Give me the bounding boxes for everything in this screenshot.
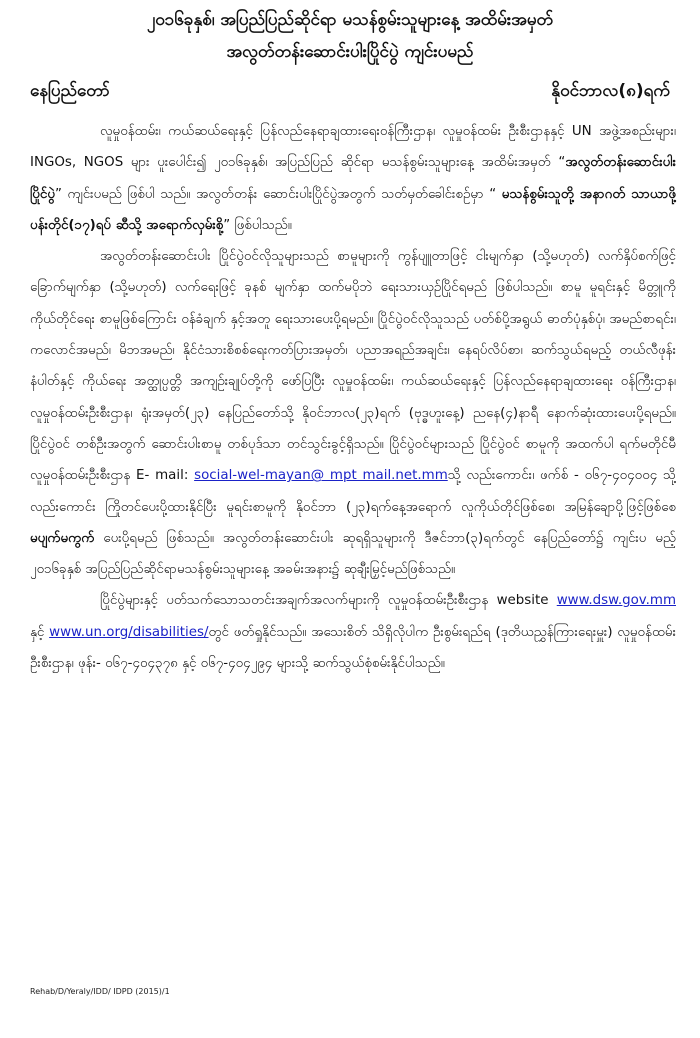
paragraph-rules-text-b: သို့ လည်းကောင်း၊ ဖက်စ် - ၀၆၇-၄၀၄၀၀၄ သို့ လည်းကောင်း ကြိုတင်ပေးပို့ထားနိုင်ပြီး မူရင်းစာမူကို နိုဝင်ဘာ (၂၃)ရက်နေ့အရောက် လူကိုယ်တိုင်ဖြစ်စေ၊ အမြန်ချောပို့ဖြင့်ဖြစ်စေ (30, 468, 676, 515)
headline-line-1: ၂၀၁၆ခုနှစ်၊ အပြည်ပြည်ဆိုင်ရာ မသန်စွမ်းသူများနေ့ အထိမ်းအမှတ် (146, 10, 554, 30)
paragraph-rules-text-a: အလွတ်တန်းဆောင်းပါး ပြိုင်ပွဲဝင်လိုသူများသည် စာမူများကို ကွန်ပျူတာဖြင့် ငါးမျက်နှာ (သို့မဟုတ်) လက်နှိပ်စက်ဖြင့် ခြောက်မျက်နှာ (သို့မဟုတ်) လက်ရေးဖြင့် ခုနစ် မျက်နှာ ထက်မပိုဘဲ ရေးသားယှဉ်ပြိုင်ရမည် ဖြစ်ပါသည်။ စာမူ မူရင်းနှင့် မိတ္တူကို ကိုယ်တိုင်ရေး စာမူဖြစ်ကြောင်း ဝန်ခံချက် နှင့်အတူ ရေးသားပေးပို့ရမည်။ ပြိုင်ပွဲဝင်လိုသူသည် ပတ်စ်ပို့အရွယ် ဓာတ်ပုံနှစ်ပုံ၊ အမည်စာရင်း၊ ကလောင်အမည်၊ မိဘအမည်၊ နိုင်ငံသားစိစစ်ရေးကတ်ပြားအမှတ်၊ ပညာအရည်အချင်း၊ နေရပ်လိပ်စာ၊ ဆက်သွယ်ရမည့် တယ်လီဖုန်းနံပါတ်နှင့် ကိုယ်ရေး အတ္ထုပ္ပတ္တိ အကျဉ်းချုပ်တို့ကို ဖော်ပြပြီး လူမှုဝန်ထမ်း၊ ကယ်ဆယ်ရေးနှင့် ပြန်လည်နေရာချထားရေး ဝန်ကြီးဌာန၊ လူမှုဝန်ထမ်းဦးစီးဌာန၊ ရုံးအမှတ်(၂၃) နေပြည်တော်သို့ နိုဝင်ဘာလ(၂၃)ရက် (ဗုဒ္ဓဟူးနေ့) ညနေ(၄)နာရီ နောက်ဆုံးထားပေးပို့ရမည်။ ပြိုင်ပွဲဝင် တစ်ဦးအတွက် ဆောင်းပါးစာမူ တစ်ပုဒ်သာ တင်သွင်းခွင့်ရှိသည်။ ပြိုင်ပွဲဝင်များသည် ပြိုင်ပွဲဝင် စာမူကို အထက်ပါ ရက်မတိုင်မီ လူမှုဝန်ထမ်းဦးစီးဌာန E- mail: (30, 249, 676, 484)
contest-name: အလွတ်တန်းဆောင်းပါးပြိုင်ပွဲ (30, 155, 676, 202)
paragraph-contact-text-b: နှင့် (30, 624, 50, 640)
dateline (30, 76, 670, 106)
emphasis-without-fail: မပျက်မကွက် (30, 530, 95, 546)
article-body (30, 116, 676, 679)
paragraph-intro-text-b: ” ကျင်းပမည် ဖြစ်ပါ သည်။ အလွတ်တန်း ဆောင်းပါးပြိုင်ပွဲအတွက် သတ်မှတ်ခေါင်းစဉ်မှာ “ (54, 186, 502, 202)
document-reference: Rehab/D/Yeraly/IDD/ IDPD (2015)/1 (30, 987, 170, 996)
headline-line-2: အလွတ်တန်းဆောင်းပါးပြိုင်ပွဲ ကျင်းပမည် (226, 42, 474, 62)
dateline-date: နိုဝင်ဘာလ(၈)ရက် (551, 81, 670, 101)
paragraph-intro (30, 116, 676, 241)
paragraph-contact (30, 585, 676, 679)
paragraph-rules (30, 241, 676, 585)
paragraph-intro-text-c: ” ဖြစ်ပါသည်။ (223, 217, 292, 233)
dateline-place: နေပြည်တော် (30, 81, 110, 101)
paragraph-rules-text-c: ပေးပို့ရမည် ဖြစ်သည်။ အလွတ်တန်းဆောင်းပါး ဆုရရှိသူများကို ဒီဇင်ဘာ(၃)ရက်တွင် နေပြည်တော်၌ ကျင်းပ မည့် ၂၀၁၆ခုနှစ် အပြည်ပြည်ဆိုင်ရာမသန်စွမ်းသူများနေ့ အခမ်းအနား၌ ဆုချီးမြှင့်မည်ဖြစ်သည်။ (30, 530, 676, 578)
paragraph-intro-text-a: လူမှုဝန်ထမ်း၊ ကယ်ဆယ်ရေးနှင့် ပြန်လည်နေရာချထားရေးဝန်ကြီးဌာန၊ လူမှုဝန်ထမ်း ဦးစီးဌာနနှင့် UN အဖွဲ့အစည်းများ၊ INGOs, NGOS များ ပူးပေါင်း၍ ၂၀၁၆ခုနှစ်၊ အပြည်ပြည် ဆိုင်ရာ မသန်စွမ်းသူများနေ့ အထိမ်းအမှတ် “ (30, 124, 676, 171)
contest-theme: မသန်စွမ်းသူတို့ အနာဂတ် သာယာဖို့ ပန်းတိုင်(၁၇)ရပ် ဆီသို့ အရောက်လှမ်းစို့ (30, 186, 677, 233)
paragraph-contact-text-c: တွင် ဖတ်ရှုနိုင်သည်။ အသေးစိတ် သိရှိလိုပါက ဦးစွမ်းရည်ရ (ဒုတိယညွှန်ကြားရေးမှူး) လူမှုဝန်ထမ်းဦးစီးဌာန၊ ဖုန်း- ၀၆၇-၄၀၄၃၇၈ နှင့် ၀၆၇-၄၀၄၂၉၄ များသို့ ဆက်သွယ်စုံစမ်းနိုင်ပါသည်။ (30, 624, 676, 672)
un-disabilities-link[interactable]: www.un.org/disabilities/ (49, 624, 209, 640)
email-link[interactable]: social-wel-mayan@ mpt mail.net.mm (194, 468, 448, 484)
paragraph-contact-text-a: ပြိုင်ပွဲများနှင့် ပတ်သက်သောသတင်းအချက်အလက်များကို လူမှုဝန်ထမ်းဦးစီးဌာန website (100, 593, 557, 609)
dsw-website-link[interactable]: www.dsw.gov.mm (556, 593, 676, 609)
